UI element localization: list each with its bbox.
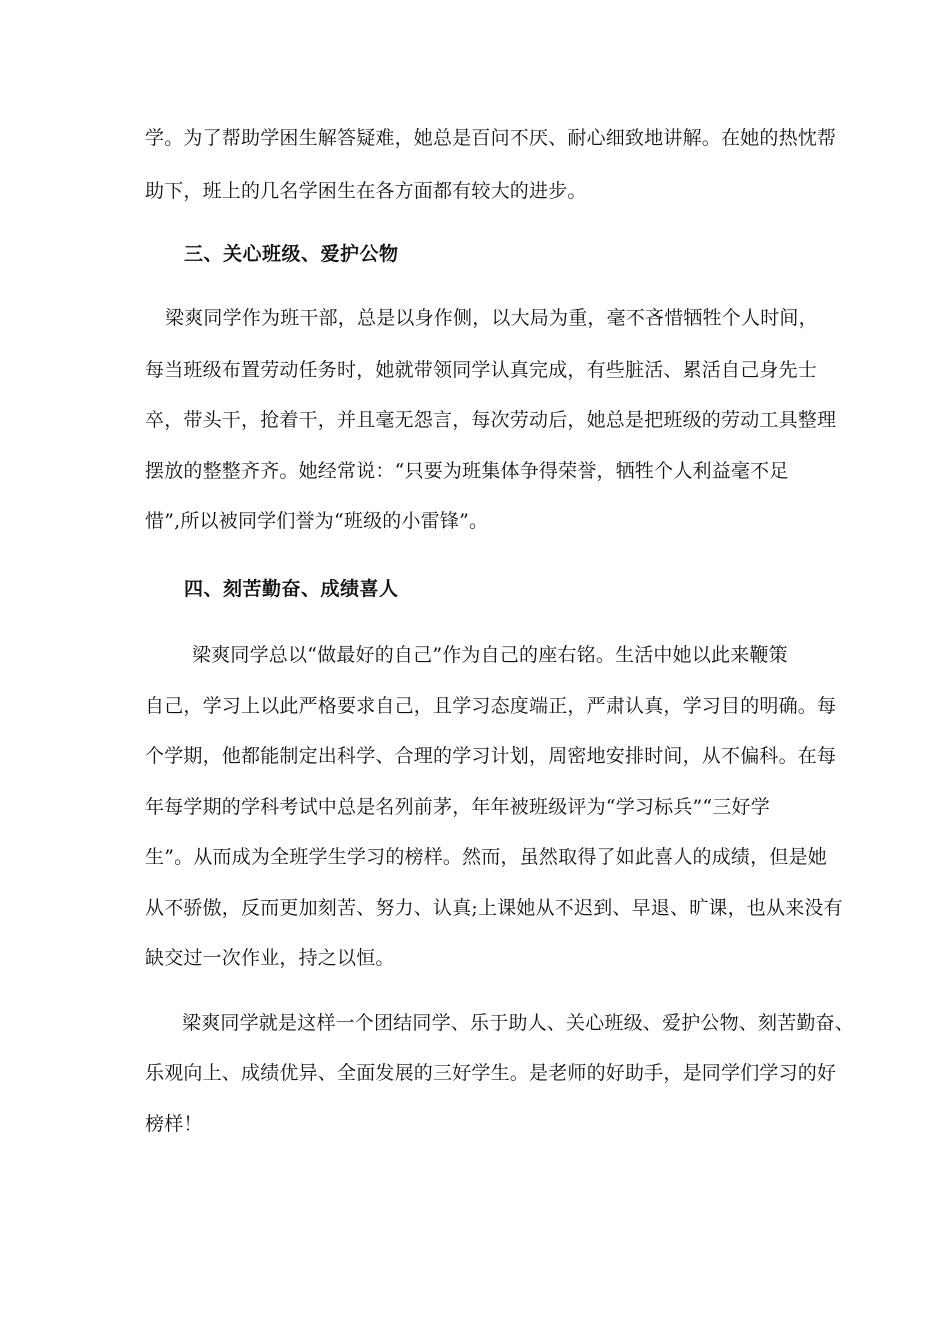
- paragraph-line: 生”。从而成为全班学生学习的榜样。然而，虽然取得了如此喜人的成绩，但是她: [145, 846, 827, 868]
- paragraph-line: 卒，带头干，抢着干，并且毫无怨言，每次劳动后，她总是把班级的劳动工具整理: [145, 409, 837, 431]
- section-heading-4: 四、刻苦勤奋、成绩喜人: [184, 578, 399, 600]
- paragraph-line: 个学期，他都能制定出科学、合理的学习计划，周密地安排时间，从不偏科。在每: [145, 745, 837, 767]
- paragraph-line: 自己，学习上以此严格要求自己，且学习态度端正，严肃认真，学习目的明确。每: [145, 695, 837, 717]
- paragraph-line: 年每学期的学科考试中总是名列前茅，年年被班级评为“学习标兵”“三好学: [145, 796, 770, 818]
- paragraph-line: 缺交过一次作业，持之以恒。: [145, 947, 395, 969]
- paragraph-line: 助下，班上的几名学困生在各方面都有较大的进步。: [145, 180, 587, 202]
- paragraph-line: 乐观向上、成绩优异、全面发展的三好学生。是老师的好助手，是同学们学习的好: [145, 1062, 837, 1084]
- section-heading-3: 三、关心班级、爱护公物: [184, 243, 399, 265]
- paragraph-line: 梁爽同学总以“做最好的自己”作为自己的座右铭。生活中她以此来鞭策: [192, 644, 788, 666]
- paragraph-line: 学。为了帮助学困生解答疑难，她总是百问不厌、耐心细致地讲解。在她的热忱帮: [145, 127, 837, 149]
- paragraph-line: 每当班级布置劳动任务时，她就带领同学认真完成，有些脏活、累活自己身先士: [145, 359, 818, 381]
- paragraph-line: 摆放的整整齐齐。她经常说：“只要为班集体争得荣誉，牺牲个人利益毫不足: [145, 460, 789, 482]
- paragraph-line: 梁爽同学就是这样一个团结同学、乐于助人、关心班级、爱护公物、刻苦勤奋、: [182, 1012, 855, 1034]
- paragraph-line: 从不骄傲，反而更加刻苦、努力、认真;上课她从不迟到、早退、旷课，也从来没有: [145, 897, 843, 919]
- paragraph-line: 榜样！: [145, 1113, 203, 1135]
- paragraph-line: 惜”,所以被同学们誉为“班级的小雷锋”。: [145, 510, 489, 532]
- paragraph-line: 梁爽同学作为班干部，总是以身作侧，以大局为重，毫不吝惜牺牲个人时间，: [165, 307, 818, 329]
